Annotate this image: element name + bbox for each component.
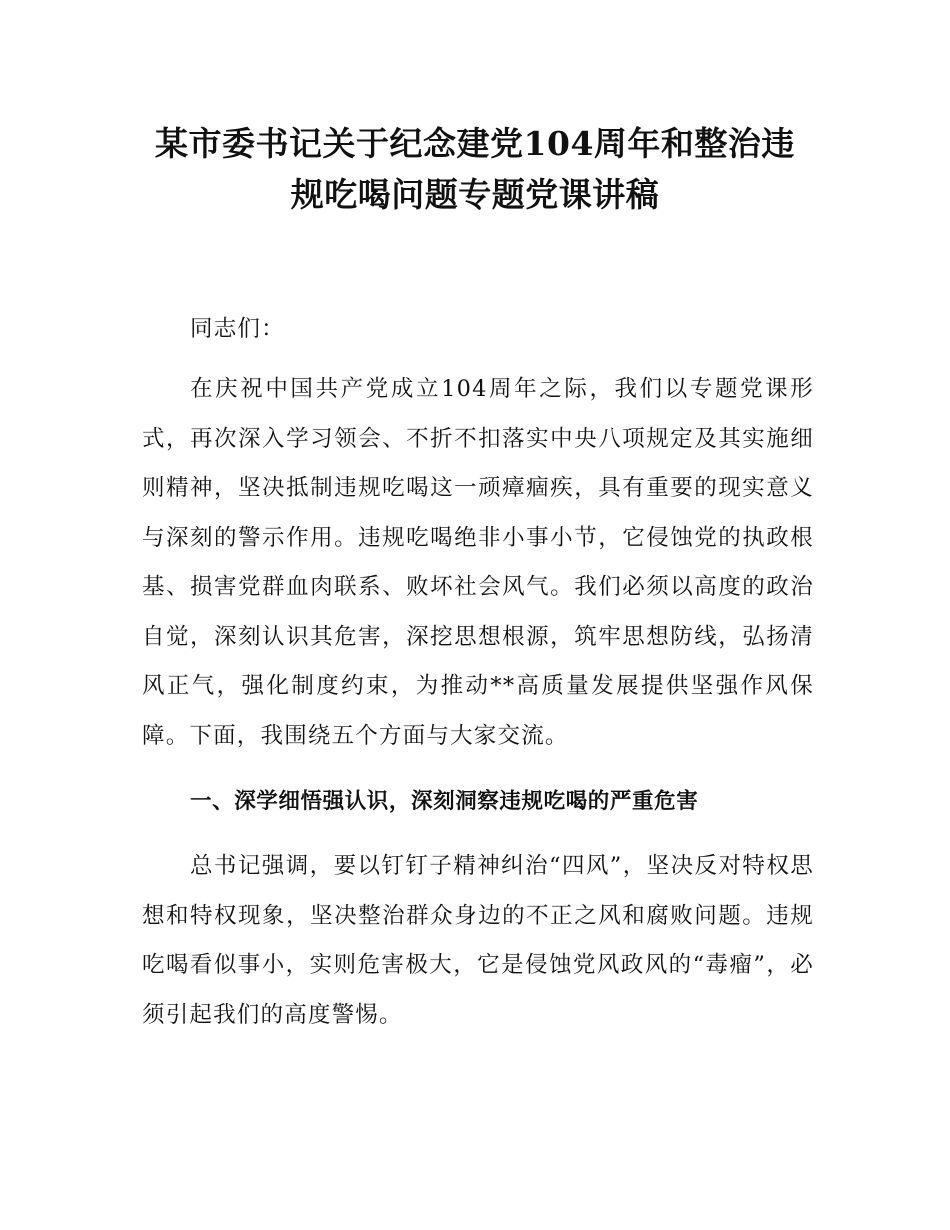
salutation: 同志们： — [190, 316, 285, 342]
section-heading-1: 一、深学细悟强认识，深刻洞察违规吃喝的严重危害 — [190, 789, 699, 814]
paragraph-intro: 在庆祝中国共产党成立104周年之际，我们以专题党课形式，再次深入学习领会、不折不扣落实中央八项规定及其实施细则精神，坚决抵制违规吃喝这一顽瘴痼疾，具有重要的现实意义与深刻的警示作用。违规吃喝绝非小事小节，它侵蚀党的执政根基、损害党群血肉联系、败坏社会风气。我们必须以高度的政治自觉，深刻认识其危害，深挖思想根源，筑牢思想防线，弘扬清风正气，强化制度约束，为推动**高质量发展提供坚强作风保障。下面，我围绕五个方面与大家交流。 — [142, 376, 814, 749]
paragraph-section-1: 总书记强调，要以钉钉子精神纠治“四风”，坚决反对特权思想和特权现象，坚决整治群众身边的不正之风和腐败问题。违规吃喝看似事小，实则危害极大，它是侵蚀党风政风的“毒瘤”，必须引起我们的高度警惕。 — [142, 853, 814, 1028]
title-line-1: 某市委书记关于纪念建党104周年和整治违 — [155, 124, 795, 163]
title-line-2: 规吃喝问题专题党课讲稿 — [290, 175, 660, 214]
document-title — [120, 118, 830, 220]
